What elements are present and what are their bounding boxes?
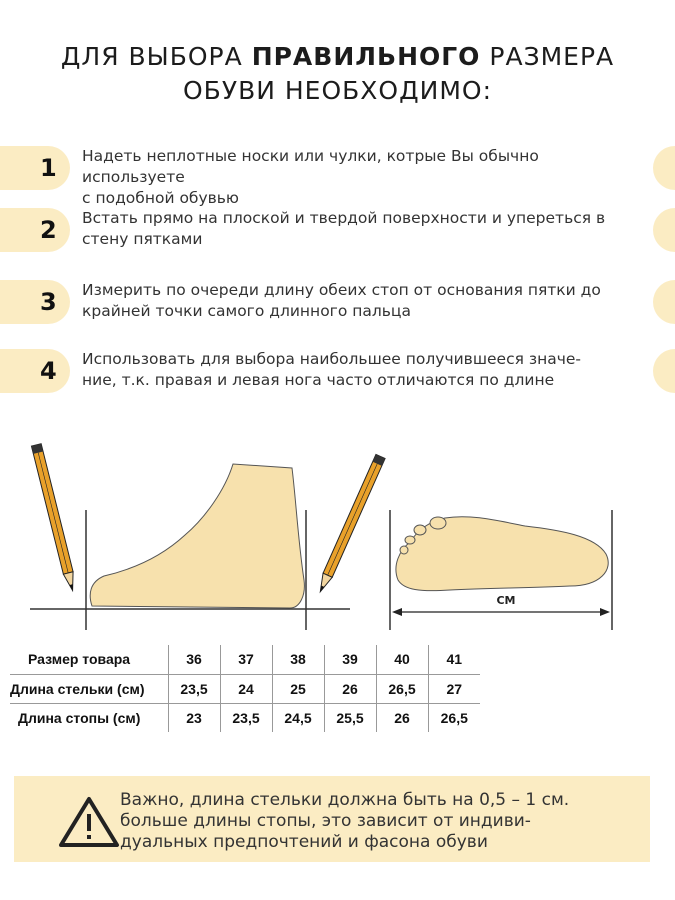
table-cell: 26 (376, 703, 428, 732)
toe-shape (405, 536, 415, 544)
step-tab (0, 208, 70, 252)
step-text-line: стену пятками (82, 230, 203, 248)
step-text-line: ние, т.к. правая и левая нога часто отличаются по длине (82, 371, 555, 389)
table-cell: 26,5 (376, 674, 428, 703)
step-4 (0, 349, 675, 399)
step-text-line: Встать прямо на плоской и твердой поверхности и упереться в (82, 209, 606, 227)
important-note (14, 776, 650, 862)
table-row (10, 645, 480, 674)
table-cell: 36 (168, 645, 220, 674)
table-row (10, 674, 480, 703)
title-part-2: РАЗМЕРА (489, 42, 615, 71)
page-title (0, 40, 675, 108)
step-decor-right (653, 208, 675, 252)
table-cell: 40 (376, 645, 428, 674)
step-text-line: крайней точки самого длинного пальца (82, 302, 411, 320)
step-number: 3 (40, 288, 57, 316)
foot-measurement-illustration (0, 430, 675, 640)
step-decor-right (653, 349, 675, 393)
step-number: 1 (40, 154, 57, 182)
table-cell: 25,5 (324, 703, 376, 732)
note-line: дуальных предпочтений и фасона обуви (120, 832, 488, 852)
note-line: Важно, длина стельки должна быть на 0,5 – 1 см. (120, 790, 570, 810)
size-table (10, 645, 480, 732)
step-3 (0, 280, 675, 330)
table-cell: 39 (324, 645, 376, 674)
step-2 (0, 208, 675, 258)
sole-foot-shape (396, 517, 608, 591)
step-number: 4 (40, 357, 57, 385)
title-bold-word: ПРАВИЛЬНОГО (251, 42, 481, 71)
table-cell: 23,5 (220, 703, 272, 732)
step-text (82, 208, 642, 250)
pencil-left-icon (31, 444, 77, 592)
table-cell: 38 (272, 645, 324, 674)
table-cell: 41 (428, 645, 480, 674)
table-cell: 27 (428, 674, 480, 703)
note-line: больше длины стопы, это зависит от индиви- (120, 811, 531, 831)
step-text-line: с подобной обувью (82, 189, 239, 207)
row-label: Размер товара (28, 651, 131, 668)
warning-icon (58, 796, 120, 848)
side-foot-shape (90, 464, 304, 608)
step-decor-right (653, 146, 675, 190)
note-text (120, 790, 640, 853)
step-text-line: Надеть неплотные носки или чулки, котрые Вы обычно используете (82, 147, 539, 186)
arrow-left-head (392, 608, 402, 616)
table-cell: 26,5 (428, 703, 480, 732)
table-cell: 24,5 (272, 703, 324, 732)
step-1 (0, 146, 675, 207)
unit-label: СМ (496, 594, 516, 607)
toe-shape (430, 517, 446, 529)
step-text (82, 349, 642, 391)
arrow-right-head (600, 608, 610, 616)
table-cell: 26 (324, 674, 376, 703)
step-text (82, 146, 642, 209)
table-cell: 37 (220, 645, 272, 674)
table-cell: 23 (168, 703, 220, 732)
toe-shape (414, 525, 426, 535)
toe-shape (400, 546, 408, 554)
table-cell: 23,5 (168, 674, 220, 703)
table-cell: 25 (272, 674, 324, 703)
step-tab (0, 280, 70, 324)
title-line-1 (0, 40, 675, 74)
row-label: Длина стопы (см) (10, 703, 168, 732)
step-text-line: Использовать для выбора наибольшее получившееся значе- (82, 350, 582, 368)
table-row (10, 703, 480, 732)
step-text (82, 280, 642, 322)
step-number: 2 (40, 216, 57, 244)
step-decor-right (653, 280, 675, 324)
row-label: Длина стельки (см) (10, 674, 168, 703)
step-tab (0, 146, 70, 190)
step-text-line: Измерить по очереди длину обеих стоп от основания пятки до (82, 281, 601, 299)
title-part-1: ДЛЯ ВЫБОРА (60, 42, 243, 71)
pencil-right-icon (316, 454, 385, 593)
table-cell: 24 (220, 674, 272, 703)
step-tab (0, 349, 70, 393)
title-line-2: ОБУВИ НЕОБХОДИМО: (183, 76, 492, 105)
